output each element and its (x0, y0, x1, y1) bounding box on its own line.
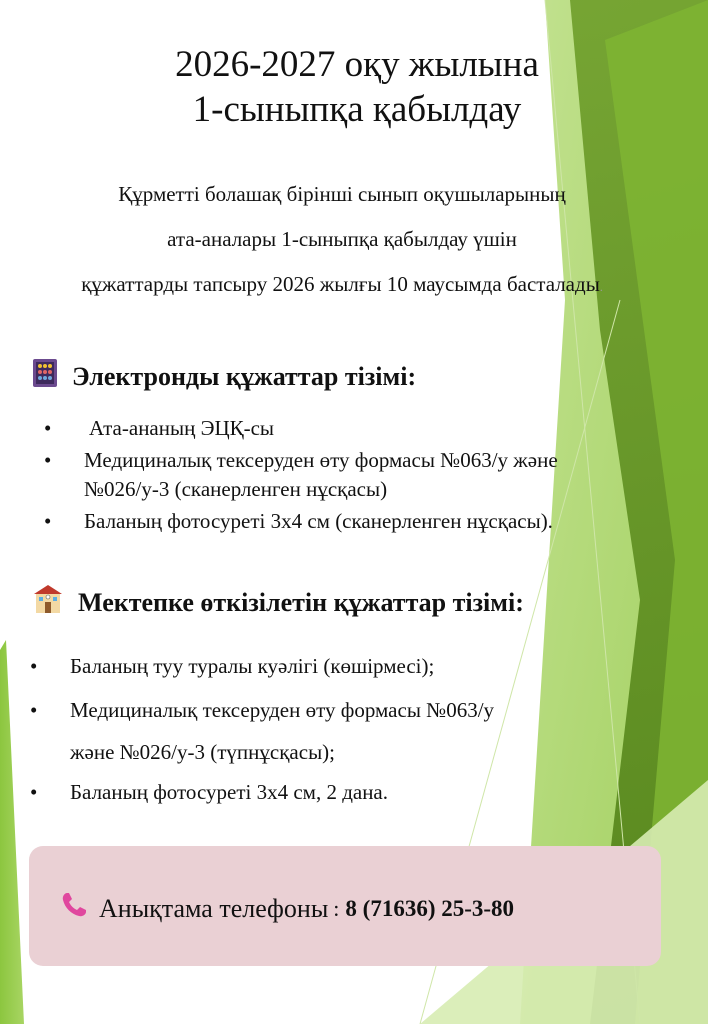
section-2-heading-text: Мектепке өткізілетін құжаттар тізімі: (78, 587, 524, 617)
contact-box (29, 846, 661, 966)
bullet: • (44, 416, 52, 440)
contact-phone-number: 8 (71636) 25-3-80 (345, 895, 515, 921)
bullet: • (44, 448, 52, 472)
school-documents-list (30, 645, 494, 813)
section-school-documents-heading (32, 584, 524, 621)
list-item (30, 645, 494, 687)
list-item (44, 414, 558, 443)
intro-paragraph (0, 178, 684, 313)
section-1-heading-text: Электронды құжаттар тізімі: (72, 361, 417, 391)
list-item-text: Медициналық тексеруден өту формасы №063/у (70, 698, 495, 722)
list-item-text: Баланың фотосуреті 3х4 см, 2 дана. (70, 780, 389, 804)
page-title (0, 42, 708, 132)
phone-icon (59, 890, 89, 927)
electronic-documents-list (44, 414, 558, 536)
abacus-icon (32, 358, 58, 395)
title-line-2: 1-сыныпқа қабылдау (192, 89, 522, 130)
intro-line-3-end: . (599, 280, 603, 294)
list-item-text: Баланың фотосуреті 3х4 см (сканерленген нұсқасы). (84, 509, 553, 533)
list-item-text: Ата-ананың ЭЦҚ-сы (89, 416, 275, 440)
list-item (44, 507, 558, 536)
bullet: • (30, 654, 38, 678)
contact-line (59, 890, 514, 927)
bullet: • (44, 509, 52, 533)
bullet: • (30, 698, 38, 722)
list-item (44, 446, 558, 504)
list-item-text: Баланың туу туралы куәлігі (көшірмесі); (70, 654, 435, 678)
section-electronic-documents-heading (32, 358, 416, 395)
intro-line-2: ата-аналары 1-сыныпқа қабылдау үшін (167, 227, 517, 251)
list-item-text: Медициналық тексеруден өту формасы №063/у және (84, 448, 558, 472)
title-line-1: 2026-2027 оқу жылына (175, 44, 539, 85)
list-item-text-continued: №026/у-3 (сканерленген нұсқасы) (84, 477, 388, 501)
contact-colon: : (333, 895, 340, 921)
bullet: • (30, 780, 38, 804)
list-item (30, 771, 494, 813)
list-item (30, 689, 494, 773)
intro-line-3 (0, 268, 684, 313)
intro-line-3-text: құжаттарды тапсыру 2026 жылғы 10 маусымда басталады (81, 272, 600, 296)
intro-line-1: Құрметті болашақ бірінші сынып оқушыларының (118, 182, 566, 206)
school-icon (32, 584, 64, 621)
contact-label: Анықтама телефоны (99, 893, 329, 923)
list-item-text-continued: және №026/у-3 (түпнұсқасы); (70, 740, 336, 764)
